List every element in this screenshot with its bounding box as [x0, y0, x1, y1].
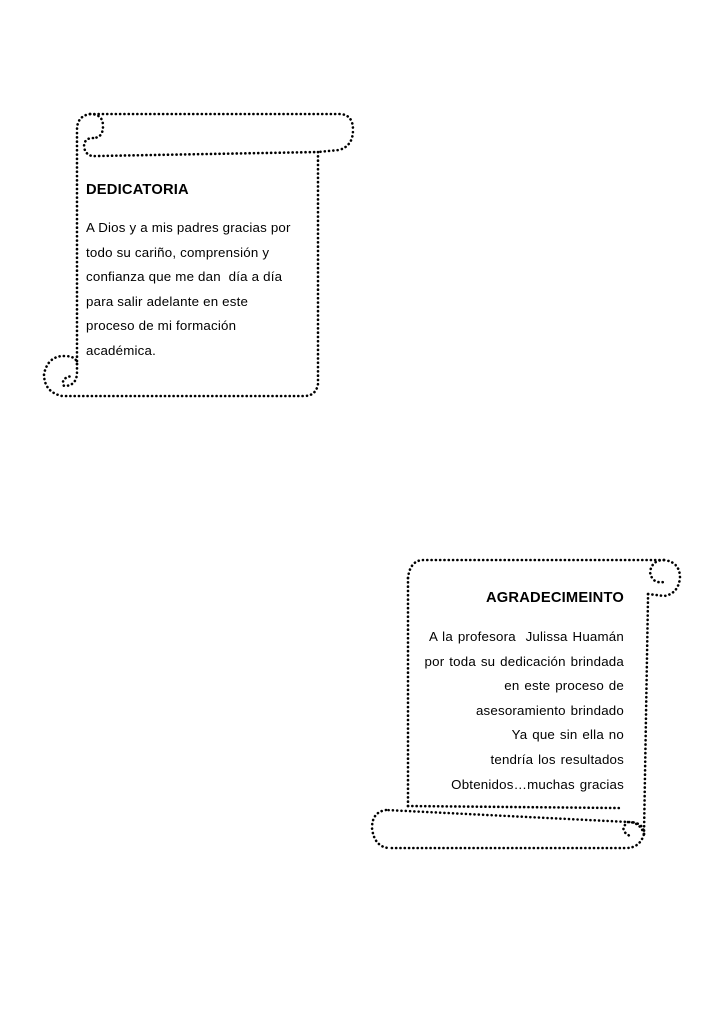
- dedicatoria-line-4: para salir adelante en este: [86, 293, 249, 309]
- agradecimiento-title: AGRADECIMEINTO: [486, 590, 624, 606]
- dedicatoria-section: [86, 180, 316, 364]
- agradecimiento-line-5: Ya que sin ella no: [511, 727, 624, 743]
- agradecimiento-line-1: A la profesora Julissa Huamán: [428, 629, 624, 644]
- dedicatoria-title: DEDICATORIA: [86, 182, 189, 198]
- agradecimiento-line-2: por toda su dedicación brindada: [424, 653, 624, 669]
- dedicatoria-line-3: confianza que me dan día a día: [86, 269, 283, 285]
- agradecimiento-line-4: asesoramiento brindado: [475, 702, 624, 718]
- dedicatoria-line-2: todo su cariño, comprensión y: [86, 244, 270, 260]
- dedicatoria-line-1: A Dios y a mis padres gracias por: [86, 220, 291, 235]
- agradecimiento-line-6: tendría los resultados: [490, 751, 624, 767]
- dedicatoria-line-5: proceso de mi formación: [86, 318, 237, 334]
- agradecimiento-line-7: Obtenidos…muchas gracias: [451, 776, 624, 792]
- agradecimiento-line-3: en este proceso de: [504, 678, 624, 694]
- dedicatoria-line-6: académica.: [86, 342, 156, 358]
- agradecimiento-section: [408, 588, 624, 797]
